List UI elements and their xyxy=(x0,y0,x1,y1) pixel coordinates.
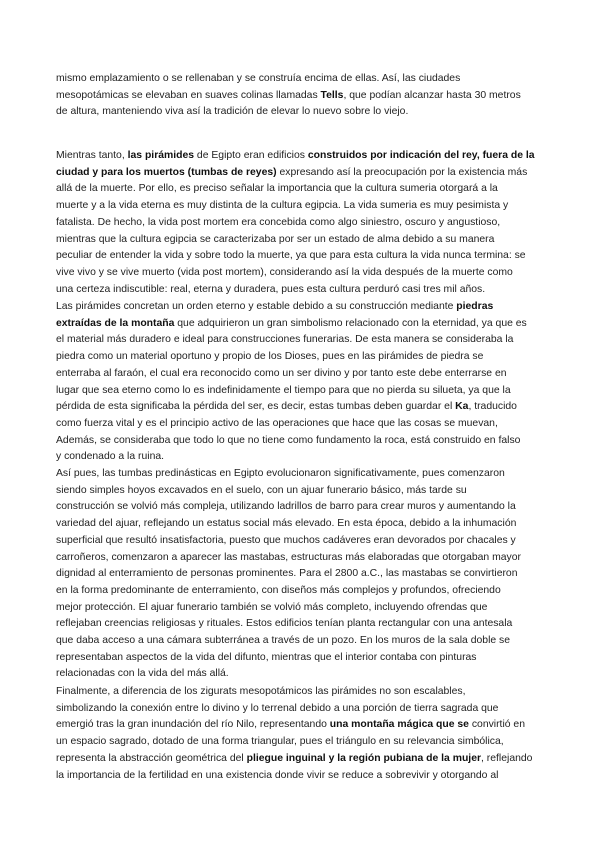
text-line xyxy=(56,399,526,416)
text-run: superficial que resultó insatisfactoria, puesto que muchos cadáveres eran devorados por chacales y xyxy=(56,534,516,546)
text-line xyxy=(56,583,526,600)
text-run: representa la abstracción geométrica del xyxy=(56,752,247,764)
text-run: carroñeros, comenzaron a aparecer las mastabas, estructuras más elaboradas que otorgaban mayor xyxy=(56,551,521,563)
paragraph-piramides-egipto xyxy=(56,148,535,298)
text-line xyxy=(56,633,526,650)
text-run: , reflejando xyxy=(481,752,533,764)
text-line xyxy=(56,165,526,182)
text-line xyxy=(56,383,526,400)
text-run: simbolizando la conexión entre lo divino y lo terrenal debido a una porción de tierra sagrada que xyxy=(56,702,499,714)
bold-phrase: pliegue inguinal y la región pubiana de la mujer xyxy=(246,752,482,764)
text-line xyxy=(56,566,526,583)
text-run: Las pirámides concretan un orden eterno y estable debido a su construcción mediante xyxy=(56,301,457,312)
text-line xyxy=(56,232,526,249)
text-line xyxy=(56,332,526,349)
paragraph-piedras-montana xyxy=(56,299,526,466)
text-line xyxy=(56,483,526,500)
text-run: lugar que sea eterno como lo es indefinidamente el tiempo para que no pierda su silueta, ya que la xyxy=(56,384,511,396)
text-line xyxy=(56,71,526,88)
paragraph-tells xyxy=(56,71,526,121)
text-run: , que podían alcanzar hasta 30 metros xyxy=(343,89,521,101)
text-line xyxy=(56,88,526,105)
text-line xyxy=(56,533,526,550)
text-run: y condenado a la ruina. xyxy=(56,451,165,463)
bold-phrase: extraídas de la montaña xyxy=(56,317,175,329)
bold-phrase: construidos por indicación del rey, fuera de la xyxy=(307,150,535,161)
text-run: mejor protección. El ajuar funerario también se volvió más completo, incluyendo ofrendas que xyxy=(56,601,488,613)
text-run: expresando así la preocupación por la existencia más xyxy=(276,166,528,178)
text-run: , traducido xyxy=(468,401,517,413)
text-run: representaban aspectos de la vida del difunto, mientras que el interior contaba con pinturas xyxy=(56,651,477,663)
text-run: la importancia de la fertilidad en una existencia donde vivir se reduce a sobrevivir y otorgando al xyxy=(56,769,499,781)
text-line xyxy=(56,416,526,433)
text-run: Mientras tanto, xyxy=(56,150,128,161)
text-line xyxy=(56,684,526,701)
paragraph-finalmente xyxy=(56,684,533,784)
text-line xyxy=(56,701,526,718)
bold-phrase: piedras xyxy=(456,301,494,312)
paragraph-tumbas-predinasticas xyxy=(56,466,526,683)
text-run: como fuerza vital y es el principio activo de las operaciones que hace que las cosas se muevan, xyxy=(56,417,498,429)
text-line xyxy=(56,349,526,366)
text-line xyxy=(56,366,526,383)
text-line xyxy=(56,181,526,198)
text-line xyxy=(56,768,526,785)
text-run: mientras que la cultura egipcia se caracterizaba por ser un estado de alma debido a su manera xyxy=(56,233,495,245)
text-line xyxy=(56,650,526,667)
text-run: enterraba al faraón, el cual era reconocido como un ser divino y por tanto este debe enterrarse en xyxy=(56,367,507,379)
text-run: peculiar de entender la vida y sobre todo la muerte, ya que para esta cultura la vida nunca termina: se xyxy=(56,250,526,262)
bold-phrase: ciudad y para los muertos (tumbas de reyes) xyxy=(56,166,277,178)
text-run: Finalmente, a diferencia de los zigurats mesopotámicos las pirámides no son escalables, xyxy=(56,686,466,697)
text-run: allá de la muerte. Por ello, es preciso señalar la importancia que la cultura sumeria otorgará a la xyxy=(56,183,498,195)
text-run: convirtió en xyxy=(468,719,525,731)
text-line xyxy=(56,248,526,265)
bold-phrase: una montaña mágica que se xyxy=(329,719,469,731)
text-run: que adquirieron un gran simbolismo relacionado con la eternidad, ya que es xyxy=(174,317,527,329)
text-run: que daba acceso a una cámara subterránea a través de un pozo. En los muros de la sala doble se xyxy=(56,635,511,647)
text-run: mismo emplazamiento o se rellenaban y se construía encima de ellas. Así, las ciudades xyxy=(56,73,461,84)
bold-phrase: Tells xyxy=(320,89,344,101)
text-run: Además, se consideraba que todo lo que no tiene como fundamento la roca, está construido en falso xyxy=(56,434,521,446)
text-run: dignidad al enterramiento de personas prominentes. Para el 2800 a.C., las mastabas se convirtieron xyxy=(56,568,518,580)
text-line xyxy=(56,751,533,768)
text-run: reflejaban creencias religiosas y rituales. Estos edificios tenían planta rectangular con una antesala xyxy=(56,618,513,630)
text-run: relacionadas con la vida del más allá. xyxy=(56,668,229,680)
text-run: muerte y a la vida eterna es muy distinta de la cultura egipcia. La vida sumeria es muy pesimista y xyxy=(56,200,509,212)
text-run: el material más duradero e ideal para construcciones funerarias. De esta manera se consideraba la xyxy=(56,334,514,346)
text-run: piedra como un material oportuno y propio de los Dioses, pues en las pirámides de piedra se xyxy=(56,351,484,363)
bold-phrase: Ka xyxy=(455,401,469,413)
text-line xyxy=(56,666,526,683)
text-line xyxy=(56,616,526,633)
text-line xyxy=(56,449,526,466)
text-run: de Egipto eran edificios xyxy=(194,150,308,161)
text-run: una certeza indiscutible: real, eterna y duradera, pues esta cultura perduró casi tres mil años. xyxy=(56,283,486,295)
text-run: siendo simples hoyos excavados en el suelo, con un ajuar funerario básico, más tarde su xyxy=(56,484,467,496)
bold-phrase: las pirámides xyxy=(127,150,195,161)
text-run: mesopotámicas se elevaban en suaves colinas llamadas xyxy=(56,89,321,101)
text-line xyxy=(56,516,526,533)
text-run: fatalista. De hecho, la vida post mortem era concebida como algo siniestro, oscuro y angustioso, xyxy=(56,216,501,228)
text-run: un espacio sagrado, dotado de una forma triangular, pues el triángulo en su relevancia simbólica, xyxy=(56,736,504,748)
text-line xyxy=(56,299,526,316)
text-line xyxy=(56,466,526,483)
text-line xyxy=(56,282,526,299)
text-line xyxy=(56,104,526,121)
text-line xyxy=(56,600,526,617)
text-line xyxy=(56,198,526,215)
text-line xyxy=(56,550,526,567)
text-run: emergió tras la gran inundación del río Nilo, representando xyxy=(56,719,330,731)
text-run: en la forma predominante de enterramiento, con diseños más complejos y profundos, ofreciendo xyxy=(56,584,501,596)
text-run: construcción se volvió más compleja, utilizando ladrillos de barro para crear muros y aumentando la xyxy=(56,501,516,513)
text-line xyxy=(56,316,526,333)
text-line xyxy=(56,215,526,232)
text-run: pérdida de esta significaba la pérdida del ser, es decir, estas tumbas deben guardar el xyxy=(56,401,456,413)
text-line xyxy=(56,717,526,734)
text-line xyxy=(56,148,535,165)
text-run: variedad del ajuar, reflejando un estatus social más elevado. En esta época, debido a la inhumación xyxy=(56,518,517,530)
text-run: Así pues, las tumbas predinásticas en Egipto evolucionaron significativamente, pues comenzaron xyxy=(56,468,505,479)
text-line xyxy=(56,265,526,282)
text-line xyxy=(56,433,526,450)
text-line xyxy=(56,499,526,516)
text-run: de altura, manteniendo viva así la tradición de elevar lo nuevo sobre lo viejo. xyxy=(56,106,409,118)
text-run: vive vivo y se vive muerto (vida post mortem), considerando así la vida después de la muerte como xyxy=(56,266,513,278)
text-line xyxy=(56,734,526,751)
